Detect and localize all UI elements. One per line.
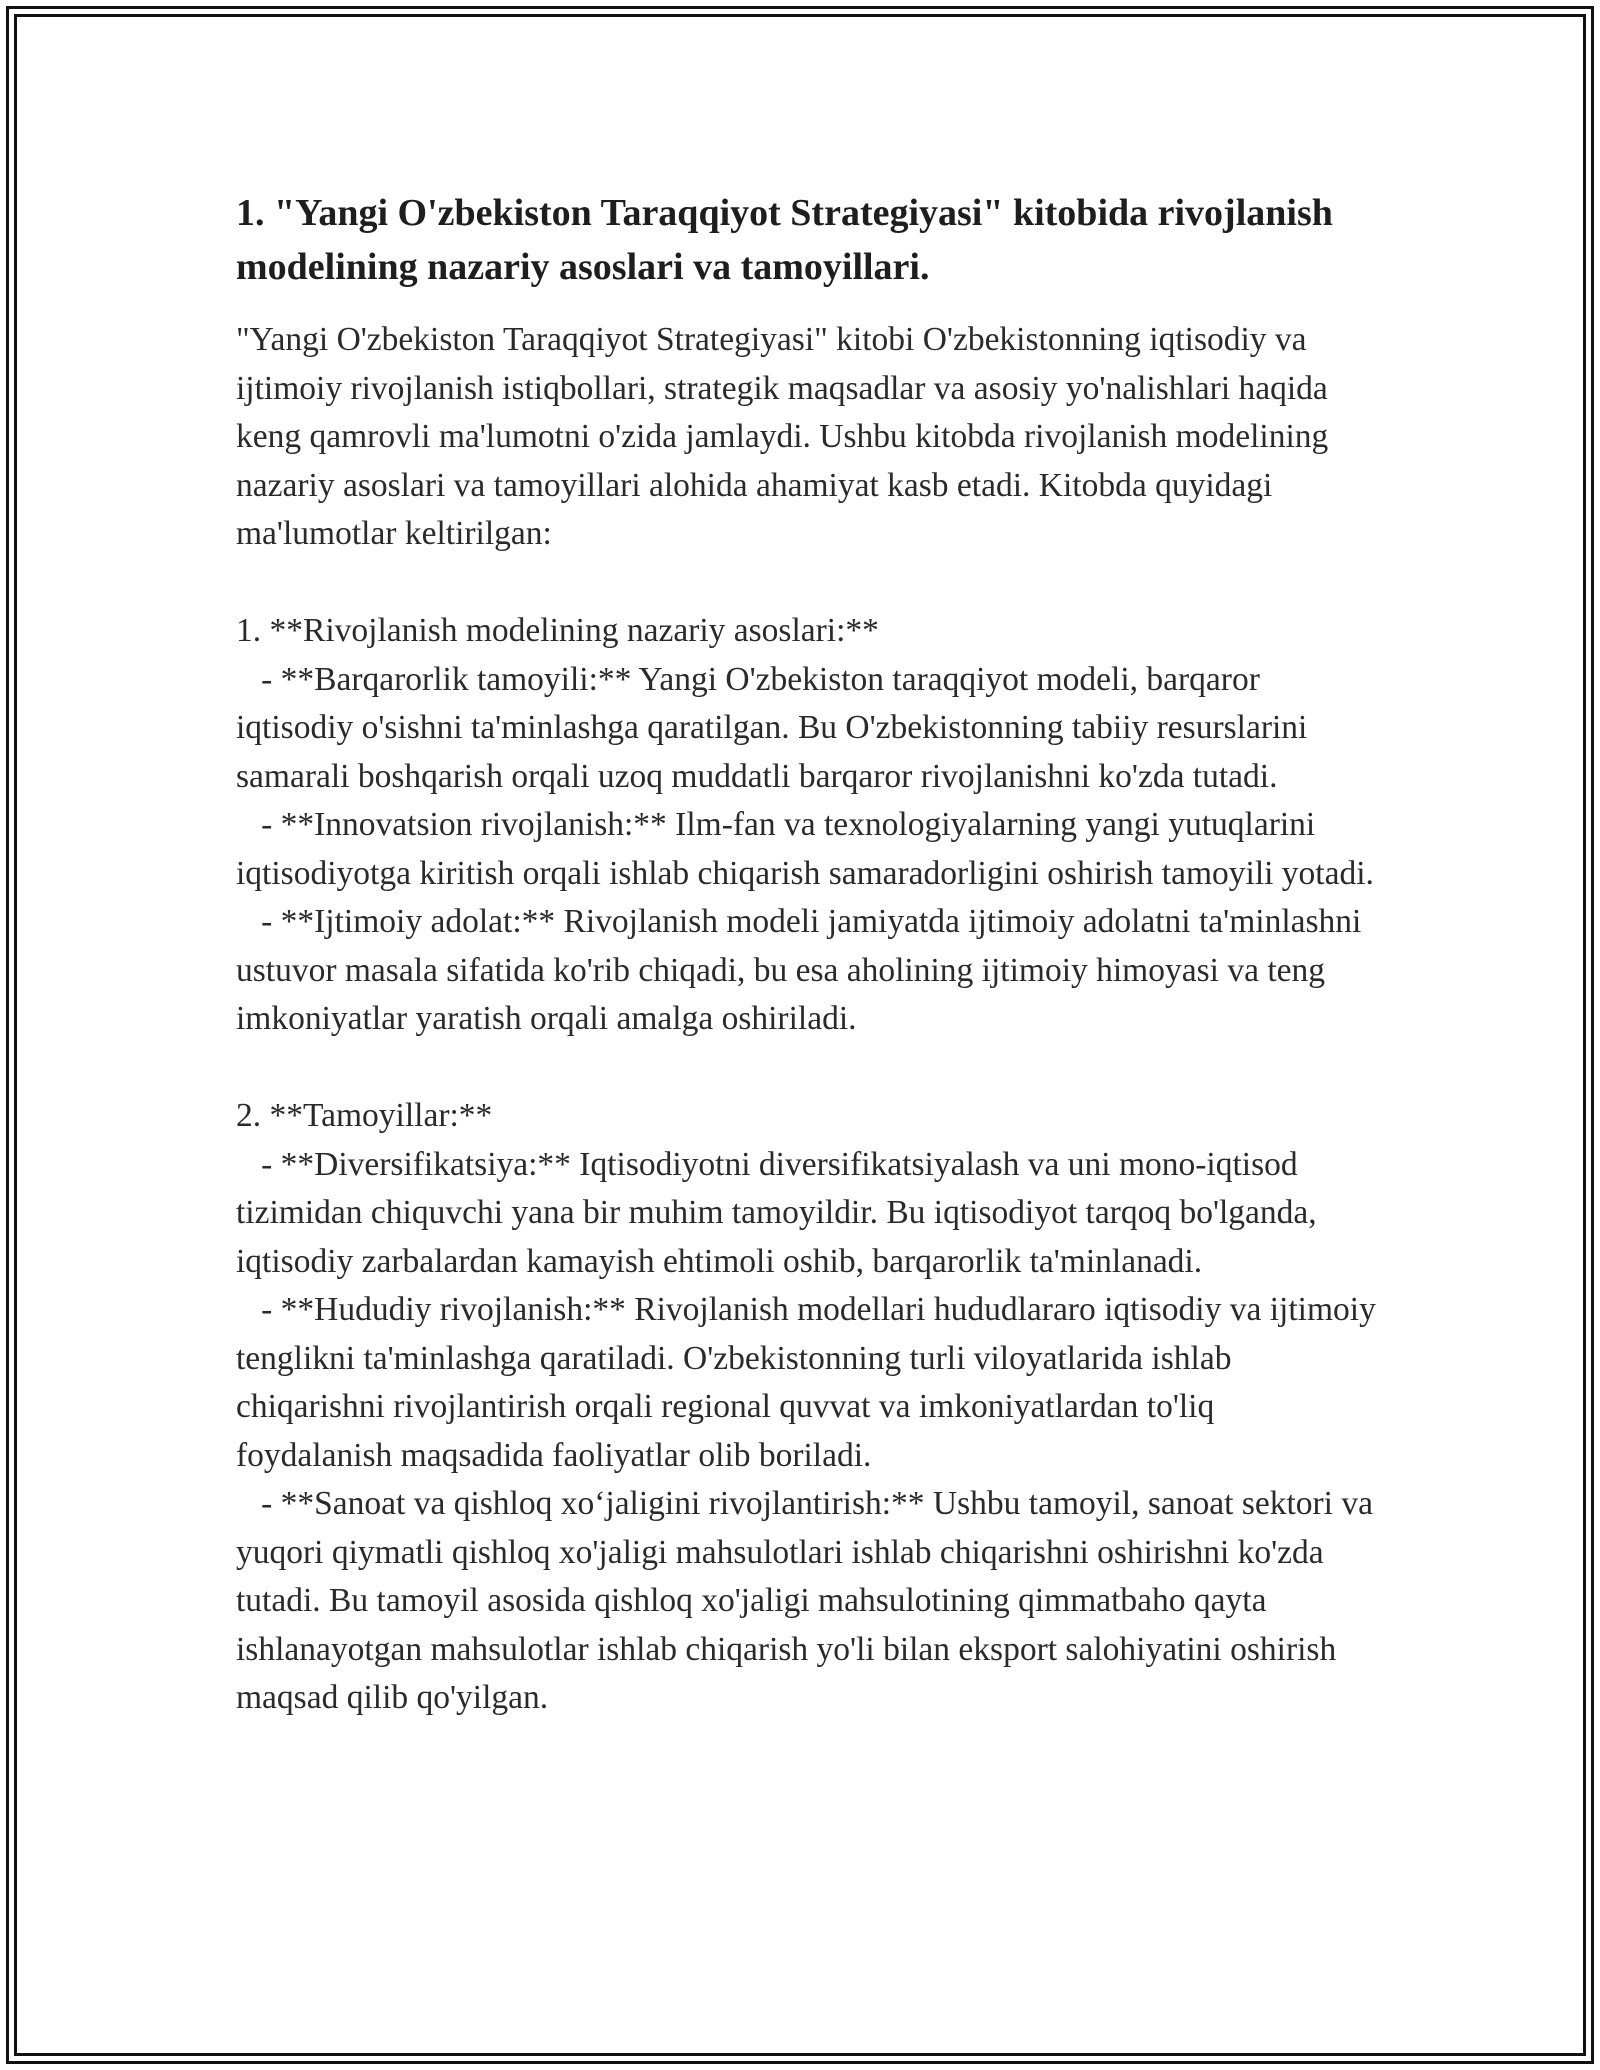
intro-paragraph: "Yangi O'zbekiston Taraqqiyot Strategiyasi" kitobi O'zbekistonning iqtisodiy va ijtimoiy rivojlanish istiqbollari, strategik maqsadlar va asosiy yo'nalishlari haqida keng qamrovli ma'lumotni o'zida jamlaydi. Ushbu kitobda rivojlanish modelining nazariy asoslari va tamoyillari alohida ahamiyat kasb etadi. Kitobda quyidagi ma'lumotlar keltirilgan: [236,321,1337,552]
document-body [236,186,1385,1723]
paragraph-gap [236,1044,1376,1093]
list-item-diversification: - **Diversifikatsiya:** Iqtisodiyotni diversifikatsiyalash va uni mono-iqtisod tizimidan chiquvchi yana bir muhim tamoyildir. Bu iqtisodiyot tarqoq bo'lganda, iqtisodiy zarbalardan kamayish ehtimoli oshib, barqarorlik ta'minlanadi. [236,1145,1326,1280]
list-item-sustainability: - **Barqarorlik tamoyili:** Yangi O'zbekiston taraqqiyot modeli, barqaror iqtisodiy o'sishni ta'minlashga qaratilgan. Bu O'zbekistonning tabiiy resurslarini samarali boshqarish orqali uzoq muddatli barqaror rivojlanishni ko'zda tutadi. [236,660,1316,795]
section-heading-theory: 1. **Rivojlanish modelining nazariy asoslari:** [236,612,879,649]
document-title: 1. "Yangi O'zbekiston Taraqqiyot Strategiyasi" kitobida rivojlanish modelining nazariy asoslari va tamoyillari. [236,192,1333,288]
list-item-industry-agriculture: - **Sanoat va qishloq xo‘jaligini rivojlantirish:** Ushbu tamoyil, sanoat sektori va yuqori qiymatli qishloq xo'jaligi mahsulotlari ishlab chiqarishni oshirishni ko'zda tutadi. Bu tamoyil asosida qishloq xo'jaligi mahsulotining qimmatbaho qayta ishlanayotgan mahsulotlar ishlab chiqarish yo'li bilan eksport salohiyatini oshirish maqsad qilib qo'yilgan. [236,1485,1382,1716]
list-item-regional-development: - **Hududiy rivojlanish:** Rivojlanish modellari hududlararo iqtisodiy va ijtimoiy tenglikni ta'minlashga qaratiladi. O'zbekistonning turli viloyatlarida ishlab chiqarishni rivojlantirish orqali regional quvvat va imkoniyatlardan to'liq foydalanish maqsadida faoliyatlar olib boriladi. [236,1291,1385,1474]
paragraph-gap [236,559,1376,608]
list-item-social-justice: - **Ijtimoiy adolat:** Rivojlanish modeli jamiyatda ijtimoiy adolatni ta'minlashni ustuvor masala sifatida ko'rib chiqadi, bu esa aholining ijtimoiy himoyasi va teng imkoniyatlar yaratish orqali amalga oshiriladi. [236,903,1370,1037]
section-heading-principles: 2. **Tamoyillar:** [236,1097,493,1134]
list-item-innovation: - **Innovatsion rivojlanish:** Ilm-fan va texnologiyalarning yangi yutuqlarini iqtisodiyotga kiritish orqali ishlab chiqarish samaradorligini oshirish tamoyili yotadi. [236,806,1374,892]
